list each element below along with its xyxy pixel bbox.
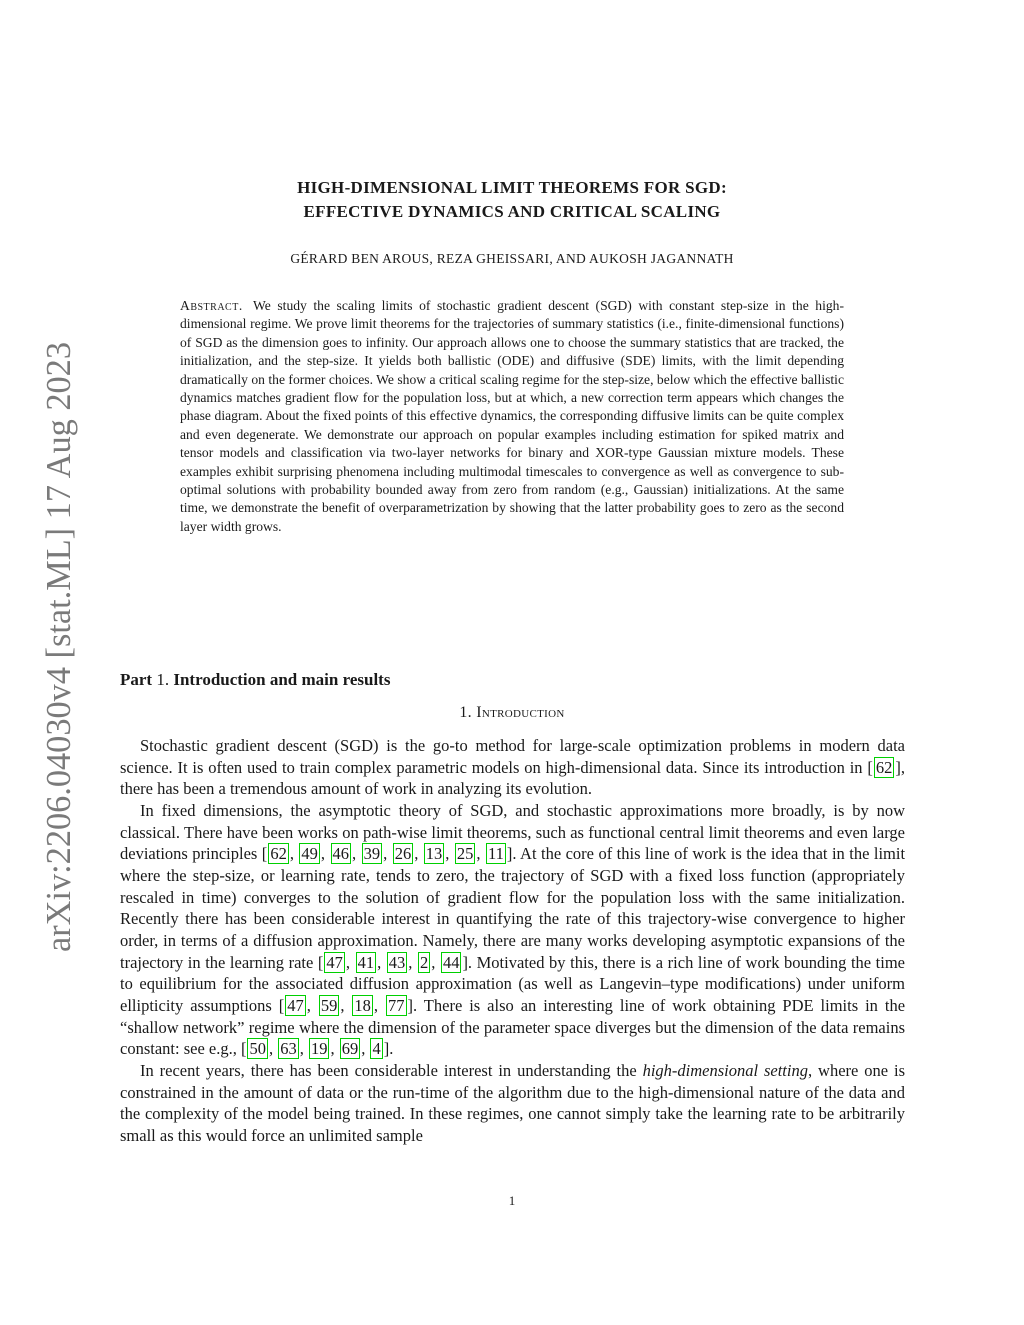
citation-link[interactable]: 26 [394,844,412,864]
part-number: 1. [156,670,170,689]
citation-separator: , [431,952,440,972]
abstract-text: We study the scaling limits of stochastic gradient descent (SGD) with constant step-size in the high-dimensional regime. We prove limit theorems for the trajectories of summary statistics (i.e., finite-dimensional functions) of SGD as the dimension goes to infinity. Our approach allows one to choose the summary statistics that are tracked, the initialization, and the step-size. It yields both ballistic (ODE) and diffusive (SDE) limits, with the limit depending dramatically on the former choices. We show a critical scaling regime for the step-size, below which the effective ballistic dynamics matches gradient flow for the population loss, but at which, a new correction term appears which changes the phase diagram. About the fixed points of this effective dynamics, the corresponding diffusive limits can be quite complex and even degenerate. We demonstrate our approach on popular examples including estimation for spiked matrix and tensor models and classification via two-layer networks for binary and XOR-type Gaussian mixture models. These examples exhibit surprising phenomena including multimodal timescales to convergence as well as convergence to sub-optimal solutions with probability bounded away from zero from random (e.g., Gaussian) initializations. At the same time, we demonstrate the benefit of overparametrization by showing that the latter probability goes to zero as the second layer width grows. [180,298,845,534]
citation-separator: , [408,952,417,972]
citation-link[interactable]: 69 [341,1039,359,1059]
citation-separator: , [289,844,299,864]
citation-separator: , [445,844,454,864]
part-title: Introduction and main results [173,670,391,689]
citation-link[interactable]: 11 [487,844,504,864]
text-run: In recent years, there has been considerable interest in understanding the [140,1060,643,1080]
citation-link[interactable]: 63 [280,1039,297,1059]
section-number: 1. [459,704,472,721]
text-run: Stochastic gradient descent (SGD) is the go-to method for large-scale optimization problems in modern data science. It is often used to train complex parametric models on high-dimensional data. Since its introduction in [ [120,736,905,777]
citation-link[interactable]: 47 [326,952,343,972]
citation-link[interactable]: 19 [310,1039,328,1059]
text-run: ]. There is also an interesting line of work obtaining PDE limits in the “shallow network” regime where the dimension of the parameter space diverges but the dimension of the data remains constant: see e.g., [ [120,995,906,1059]
citation-link[interactable]: 2 [419,952,429,972]
citation-separator: , [377,952,386,972]
abstract-label: Abstract. [180,298,243,313]
citation-group [246,1039,383,1058]
citation-link[interactable]: 49 [301,844,318,864]
citation-link[interactable]: 39 [363,844,381,864]
citation-link[interactable]: 25 [456,844,474,864]
arxiv-stamp-text: arXiv:2206.04030v4 [stat.ML] 17 Aug 2023 [39,340,78,952]
section-title: Introduction [476,704,565,721]
title-line-1: HIGH-DIMENSIONAL LIMIT THEOREMS FOR SGD: [297,178,727,197]
paragraph-1 [120,735,905,800]
citation-link[interactable]: 13 [425,844,443,864]
text-run: , where one is constrained in the amount of data or the run-time of the algorithm due to the high-dimensional nature of the data and the complexity of the model being trained. In these regimes, one cannot simply take the learning rate to be arbitrarily small as this would force an unlimited sample [120,1060,905,1145]
citation-link[interactable]: 77 [388,995,405,1015]
citation-group [284,996,407,1015]
arxiv-identifier-stamp [22,340,82,960]
title-line-2: EFFECTIVE DYNAMICS AND CRITICAL SCALING [303,202,721,221]
text-run: In fixed dimensions, the asymptotic theory of SGD, and stochastic approximations more broadly, is by now classical. There have been works on path-wise limit theorems, such as functional central limit theorems and even large deviations principles [ [120,800,905,864]
citation-separator: , [340,995,352,1015]
section-heading [120,704,904,722]
paragraph-2 [120,800,905,1060]
emphasis: high-dimensional setting [642,1060,808,1080]
text-run: ]. [383,1039,394,1059]
part-heading [120,670,390,690]
citation-separator: , [299,1039,308,1059]
text-run: ]. At the core of this line of work is the idea that in the limit where the step-size, or learning rate, tends to zero, the trajectory of SGD with a fixed loss function (appropriately rescaled in time) converges to the solution of gradient flow for the population loss with the same initialization. Recently there has been considerable interest in quantifying the rate of this trajectory-wise convergence to higher order, in terms of a diffusion approximation. Namely, there are many works developing asymptotic expansions of the trajectory in the learning rate [ [120,844,906,972]
citation-separator: , [373,995,386,1015]
citation-link[interactable]: 44 [442,952,460,972]
citation-separator: , [361,1039,370,1059]
citation-link[interactable]: 50 [249,1039,266,1059]
citation-link[interactable]: 47 [287,995,304,1015]
citation-separator: , [306,995,318,1015]
citation-link[interactable]: 18 [354,995,371,1015]
citation-link[interactable]: 43 [388,952,406,972]
citation-link[interactable]: 62 [270,844,287,864]
citation-separator: , [476,844,485,864]
text-run: ], there has been a tremendous amount of work in analyzing its evolution. [120,757,905,799]
body-text [120,735,905,1146]
citation-separator: , [320,844,330,864]
page-number: 1 [508,1193,516,1208]
citation-link[interactable]: 59 [320,995,338,1015]
abstract [180,297,844,536]
citation-separator: , [352,844,361,864]
citation-separator: , [383,844,392,864]
citation-separator: , [345,952,355,972]
citation-separator: , [330,1039,339,1059]
citation-link[interactable]: 4 [372,1039,381,1059]
paper-title [120,176,904,224]
citation-separator: , [268,1039,278,1059]
author-list: GÉRARD BEN AROUS, REZA GHEISSARI, AND AUKOSH JAGANNATH [290,251,734,266]
text-run: ]. Motivated by this, there is a rich line of work bounding the time to equilibrium for the associated diffusion approximation (as well as Langevin–type modifications) under uniform ellipticity assumptions [ [120,952,906,1015]
citation-link[interactable]: 62 [875,757,893,777]
citation-group [267,844,507,863]
paragraph-3 [120,1060,905,1147]
part-word: Part [120,670,153,689]
citation-link[interactable]: 41 [357,952,375,972]
citation-separator: , [414,844,423,864]
citation-link[interactable]: 46 [332,844,349,864]
citation-group [323,953,462,972]
